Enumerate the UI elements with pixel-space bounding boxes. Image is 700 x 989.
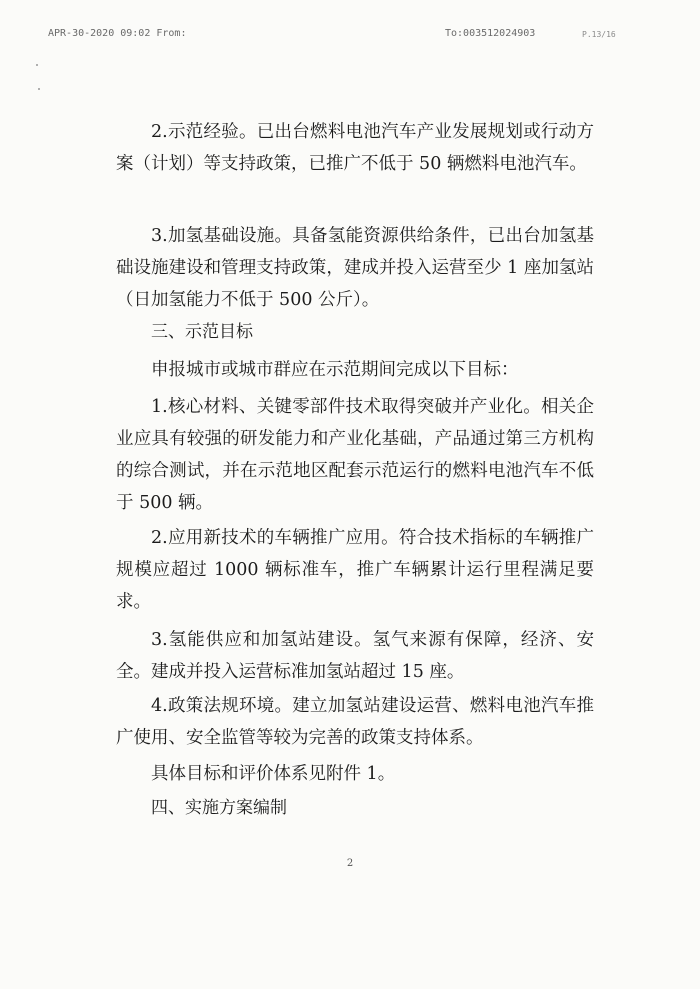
- section-heading-implementation-plan: 四、实施方案编制: [151, 798, 287, 818]
- scan-speck: [38, 88, 40, 90]
- scan-speck: [36, 64, 38, 66]
- item-demo-experience: 2.示范经验。已出台燃料电池汽车产业发展规划或行动方案（计划）等支持政策，已推广不低于 50 辆燃料电池汽车。: [116, 122, 594, 174]
- goals-intro: 申报城市或城市群应在示范期间完成以下目标：: [151, 360, 519, 380]
- item-core-materials: 1.核心材料、关键零部件技术取得突破并产业化。相关企业应具有较强的研发能力和产业化基础，产品通过第三方机构的综合测试，并在示范地区配套示范运行的燃料电池汽车不低于 500 辆。: [116, 397, 594, 513]
- page-number: 2: [346, 858, 354, 869]
- item-policy-environment: 4.政策法规环境。建立加氢站建设运营、燃料电池汽车推广使用、安全监管等较为完善的政策支持体系。: [116, 696, 594, 748]
- section-heading-demo-goals: 三、示范目标: [151, 322, 253, 342]
- fax-recipient-line: To:003512024903: [445, 28, 536, 39]
- item-hydrogen-supply: 3.氢能供应和加氢站建设。氢气来源有保障，经济、安全。建成并投入运营标准加氢站超过 15 座。: [116, 630, 594, 682]
- appendix-reference: 具体目标和评价体系见附件 1。: [151, 764, 396, 784]
- fax-page-count: P.13/16: [582, 30, 616, 39]
- fax-sender-line: APR-30-2020 09:02 From:: [48, 28, 187, 39]
- item-vehicle-promotion: 2.应用新技术的车辆推广应用。符合技术指标的车辆推广规模应超过 1000 辆标准车，推广车辆累计运行里程满足要求。: [116, 528, 594, 612]
- fax-header: [0, 28, 700, 44]
- item-hydrogen-infrastructure: 3.加氢基础设施。具备氢能资源供给条件，已出台加氢基础设施建设和管理支持政策，建成并投入运营至少 1 座加氢站（日加氢能力不低于 500 公斤）。: [116, 226, 594, 310]
